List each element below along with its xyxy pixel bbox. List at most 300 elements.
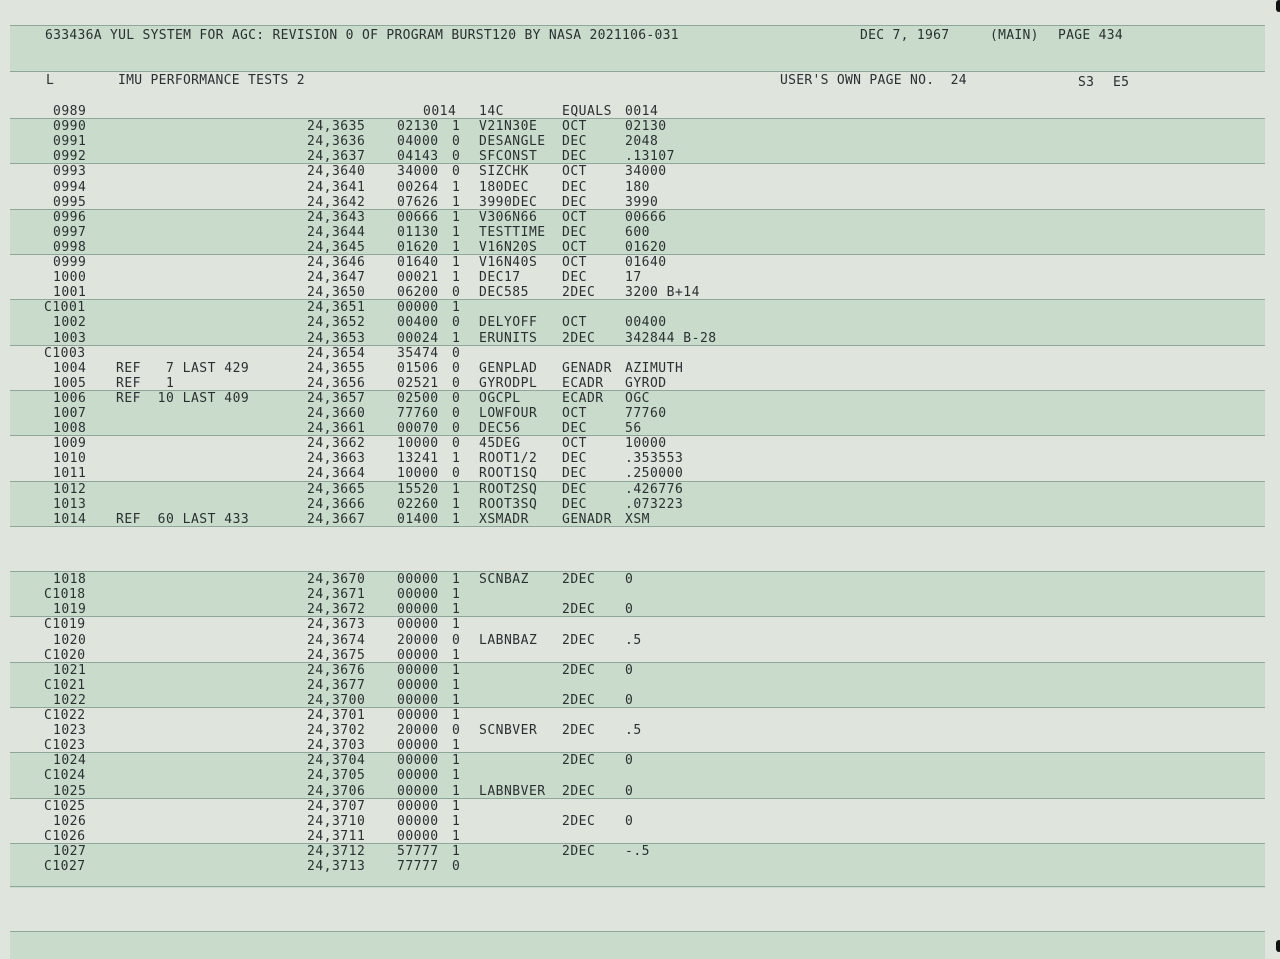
- operand: 0: [625, 572, 634, 588]
- listing-row: [0, 542, 1280, 557]
- symbol-label: SIZCHK: [479, 164, 529, 180]
- operand: 00400: [625, 315, 667, 331]
- line-number: 1021: [53, 662, 87, 678]
- operator: OCT: [562, 209, 587, 225]
- octal-value: 00000: [397, 677, 439, 693]
- listing-row: [0, 300, 1280, 315]
- symbol-label: DEC56: [479, 421, 521, 437]
- operand: .13107: [625, 149, 675, 165]
- parity-flag: 0: [452, 285, 461, 301]
- listing-row: [0, 648, 1280, 663]
- address: 24,3652: [307, 315, 366, 331]
- address: 24,3675: [307, 647, 366, 663]
- octal-value: 0014: [423, 104, 457, 119]
- line-number: C1021: [44, 677, 86, 693]
- operand: 3990: [625, 194, 659, 210]
- operator: DEC: [562, 224, 587, 240]
- operator: OCT: [562, 406, 587, 421]
- octal-value: 77760: [397, 406, 439, 421]
- address: 24,3653: [307, 330, 366, 346]
- parity-flag: 1: [452, 753, 461, 769]
- symbol-label: DESANGLE: [479, 134, 546, 150]
- operator: OCT: [562, 119, 587, 135]
- line-number: 1014: [53, 511, 87, 527]
- listing-row: [0, 738, 1280, 753]
- operator: GENADR: [562, 360, 612, 376]
- operand: -.5: [625, 843, 650, 859]
- listing-row: [0, 602, 1280, 617]
- listing-row: [0, 512, 1280, 527]
- listing-row: [0, 784, 1280, 799]
- address: 24,3711: [307, 828, 366, 844]
- octal-value: 04143: [397, 149, 439, 165]
- listing-row: [0, 799, 1280, 814]
- parity-flag: 1: [452, 511, 461, 527]
- listing-row: [0, 663, 1280, 678]
- line-number: 0989: [53, 104, 87, 119]
- line-number: C1023: [44, 738, 86, 754]
- line-number: 1011: [53, 466, 87, 482]
- octal-value: 00024: [397, 330, 439, 346]
- operator: 2DEC: [562, 602, 596, 618]
- octal-value: 35474: [397, 345, 439, 361]
- listing-row: [0, 829, 1280, 844]
- listing-row: [0, 466, 1280, 481]
- symbol-label: ROOT2SQ: [479, 481, 538, 497]
- address: 24,3643: [307, 209, 366, 225]
- octal-value: 10000: [397, 466, 439, 482]
- parity-flag: 0: [452, 345, 461, 361]
- line-number: 1020: [53, 632, 87, 648]
- address: 24,3670: [307, 572, 366, 588]
- address: 24,3663: [307, 451, 366, 467]
- header-top-rule: [10, 25, 1265, 26]
- parity-flag: 1: [452, 798, 461, 814]
- octal-value: 00021: [397, 270, 439, 286]
- address: 24,3641: [307, 179, 366, 195]
- operand: .426776: [625, 481, 684, 497]
- symbol-label: LABNBAZ: [479, 632, 538, 648]
- parity-flag: 1: [452, 662, 461, 678]
- octal-value: 00000: [397, 647, 439, 663]
- parity-flag: 1: [452, 738, 461, 754]
- listing-row: [0, 195, 1280, 210]
- operator: 2DEC: [562, 632, 596, 648]
- edge-hole-top: [1276, 0, 1280, 12]
- operand: 01620: [625, 239, 667, 255]
- parity-flag: 0: [452, 421, 461, 437]
- octal-value: 00000: [397, 602, 439, 618]
- line-number: 1004: [53, 360, 87, 376]
- listing-row: [0, 149, 1280, 164]
- bottom-rule-1: [10, 886, 1265, 887]
- octal-value: 00000: [397, 587, 439, 603]
- address: 24,3644: [307, 224, 366, 240]
- parity-flag: 0: [452, 632, 461, 648]
- address: 24,3710: [307, 813, 366, 829]
- listing-row: [0, 617, 1280, 632]
- ref-note: REF 60 LAST 433: [116, 511, 250, 527]
- listing-row: [0, 421, 1280, 436]
- listing-row: [0, 361, 1280, 376]
- line-number: 1025: [53, 783, 87, 799]
- octal-value: 00000: [397, 783, 439, 799]
- line-number: 0995: [53, 194, 87, 210]
- operator: 2DEC: [562, 723, 596, 739]
- address: 24,3704: [307, 753, 366, 769]
- section-title: IMU PERFORMANCE TESTS 2: [118, 73, 305, 88]
- octal-value: 00000: [397, 768, 439, 784]
- ref-note: REF 10 LAST 409: [116, 390, 250, 406]
- operand: 00666: [625, 209, 667, 225]
- operator: ECADR: [562, 390, 604, 406]
- listing-row: [0, 210, 1280, 225]
- parity-flag: 1: [452, 602, 461, 618]
- line-number: 1008: [53, 421, 87, 437]
- line-number: 1018: [53, 572, 87, 588]
- address: 24,3713: [307, 859, 366, 874]
- operator: 2DEC: [562, 753, 596, 769]
- line-number: 0994: [53, 179, 87, 195]
- header-bottom-rule: [10, 71, 1265, 72]
- operand: 342844 B-28: [625, 330, 717, 346]
- octal-value: 00000: [397, 753, 439, 769]
- operator: OCT: [562, 164, 587, 180]
- listing-row: [0, 391, 1280, 406]
- address: 24,3662: [307, 436, 366, 452]
- line-number: C1003: [44, 345, 86, 361]
- parity-flag: 1: [452, 677, 461, 693]
- parity-flag: 1: [452, 481, 461, 497]
- ref-note: REF 1: [116, 375, 175, 391]
- listing-row: [0, 814, 1280, 829]
- operator: 2DEC: [562, 330, 596, 346]
- octal-value: 00000: [397, 617, 439, 633]
- address: 24,3665: [307, 481, 366, 497]
- listing-row: [0, 331, 1280, 346]
- operator: 2DEC: [562, 662, 596, 678]
- header-page-number: PAGE 434: [1058, 28, 1124, 43]
- address: 24,3636: [307, 134, 366, 150]
- parity-flag: 1: [452, 239, 461, 255]
- edge-hole-bottom: [1276, 940, 1280, 952]
- octal-value: 00000: [397, 692, 439, 708]
- address: 24,3646: [307, 255, 366, 270]
- listing-row: [0, 527, 1280, 542]
- parity-flag: 1: [452, 330, 461, 346]
- operand: 0: [625, 602, 634, 618]
- line-number: 0993: [53, 164, 87, 180]
- symbol-label: V306N66: [479, 209, 538, 225]
- line-number: C1026: [44, 828, 86, 844]
- address: 24,3664: [307, 466, 366, 482]
- listing-row: [0, 844, 1280, 859]
- parity-flag: 0: [452, 723, 461, 739]
- octal-value: 13241: [397, 451, 439, 467]
- line-number: 0997: [53, 224, 87, 240]
- listing-row: [0, 693, 1280, 708]
- line-number: 1019: [53, 602, 87, 618]
- line-number: 1022: [53, 692, 87, 708]
- octal-value: 02521: [397, 375, 439, 391]
- line-number: 0996: [53, 209, 87, 225]
- operand: 3200 B+14: [625, 285, 700, 301]
- listing-row: [0, 134, 1280, 149]
- operator: ECADR: [562, 375, 604, 391]
- operand: 02130: [625, 119, 667, 135]
- symbol-label: 3990DEC: [479, 194, 538, 210]
- address: 24,3677: [307, 677, 366, 693]
- symbol-label: DEC585: [479, 285, 529, 301]
- parity-flag: 1: [452, 179, 461, 195]
- address: 24,3672: [307, 602, 366, 618]
- operand: 56: [625, 421, 642, 437]
- octal-value: 01620: [397, 239, 439, 255]
- listing-row: [0, 497, 1280, 512]
- listing-row: [0, 285, 1280, 300]
- address: 24,3637: [307, 149, 366, 165]
- operand: 34000: [625, 164, 667, 180]
- address: 24,3706: [307, 783, 366, 799]
- line-number: 1026: [53, 813, 87, 829]
- operand: 17: [625, 270, 642, 286]
- address: 24,3676: [307, 662, 366, 678]
- octal-value: 00000: [397, 828, 439, 844]
- line-number: 0991: [53, 134, 87, 150]
- operator: DEC: [562, 134, 587, 150]
- line-number: 1002: [53, 315, 87, 331]
- address: 24,3655: [307, 360, 366, 376]
- line-number: 1009: [53, 436, 87, 452]
- symbol-label: LOWFOUR: [479, 406, 538, 421]
- parity-flag: 1: [452, 768, 461, 784]
- octal-value: 07626: [397, 194, 439, 210]
- operand: 10000: [625, 436, 667, 452]
- listing-row: [0, 768, 1280, 783]
- line-number: C1025: [44, 798, 86, 814]
- address: 24,3667: [307, 511, 366, 527]
- parity-flag: 1: [452, 587, 461, 603]
- listing-row: [0, 104, 1280, 119]
- line-number: 1005: [53, 375, 87, 391]
- operator: DEC: [562, 451, 587, 467]
- octal-value: 77777: [397, 859, 439, 874]
- operator: 2DEC: [562, 783, 596, 799]
- line-number: 0999: [53, 255, 87, 270]
- address: 24,3666: [307, 496, 366, 512]
- octal-value: 00000: [397, 798, 439, 814]
- address: 24,3700: [307, 692, 366, 708]
- parity-flag: 1: [452, 692, 461, 708]
- address: 24,3650: [307, 285, 366, 301]
- parity-flag: 1: [452, 708, 461, 723]
- line-number: C1019: [44, 617, 86, 633]
- octal-value: 15520: [397, 481, 439, 497]
- listing-row: [0, 406, 1280, 421]
- octal-value: 02260: [397, 496, 439, 512]
- address: 24,3647: [307, 270, 366, 286]
- address: 24,3705: [307, 768, 366, 784]
- symbol-label: V16N40S: [479, 255, 538, 270]
- octal-value: 00070: [397, 421, 439, 437]
- address: 24,3651: [307, 300, 366, 316]
- symbol-label: 14C: [479, 104, 504, 119]
- symbol-label: DELYOFF: [479, 315, 538, 331]
- address: 24,3661: [307, 421, 366, 437]
- bottom-rule-2: [10, 931, 1265, 932]
- operand: 0: [625, 692, 634, 708]
- operand: AZIMUTH: [625, 360, 684, 376]
- line-number: C1001: [44, 300, 86, 316]
- listing-row: [0, 436, 1280, 451]
- operator: DEC: [562, 481, 587, 497]
- parity-flag: 1: [452, 194, 461, 210]
- symbol-label: V21N30E: [479, 119, 538, 135]
- operand: .073223: [625, 496, 684, 512]
- parity-flag: 1: [452, 209, 461, 225]
- address: 24,3673: [307, 617, 366, 633]
- address: 24,3656: [307, 375, 366, 391]
- parity-flag: 0: [452, 859, 461, 874]
- symbol-label: ERUNITS: [479, 330, 538, 346]
- operator: DEC: [562, 270, 587, 286]
- operand: 0014: [625, 104, 659, 119]
- operand: .353553: [625, 451, 684, 467]
- operator: DEC: [562, 421, 587, 437]
- parity-flag: 0: [452, 315, 461, 331]
- header-program-line: 633436A YUL SYSTEM FOR AGC: REVISION 0 OF PROGRAM BURST120 BY NASA 2021106-031: [45, 28, 679, 43]
- operator: OCT: [562, 436, 587, 452]
- operator: 2DEC: [562, 285, 596, 301]
- parity-flag: 0: [452, 134, 461, 150]
- e5-marker: E5: [1113, 75, 1130, 90]
- line-number: 0992: [53, 149, 87, 165]
- address: 24,3702: [307, 723, 366, 739]
- ref-note: REF 7 LAST 429: [116, 360, 250, 376]
- header-date: DEC 7, 1967: [860, 28, 950, 43]
- octal-value: 00000: [397, 572, 439, 588]
- octal-value: 00264: [397, 179, 439, 195]
- octal-value: 04000: [397, 134, 439, 150]
- address: 24,3701: [307, 708, 366, 723]
- symbol-label: DEC17: [479, 270, 521, 286]
- listing-row: [0, 255, 1280, 270]
- symbol-label: OGCPL: [479, 390, 521, 406]
- operator: DEC: [562, 496, 587, 512]
- octal-value: 02500: [397, 390, 439, 406]
- operator: DEC: [562, 194, 587, 210]
- octal-value: 00000: [397, 708, 439, 723]
- listing-row: [0, 270, 1280, 285]
- octal-value: 01506: [397, 360, 439, 376]
- line-number: 1023: [53, 723, 87, 739]
- address: 24,3712: [307, 843, 366, 859]
- parity-flag: 0: [452, 466, 461, 482]
- address: 24,3635: [307, 119, 366, 135]
- listing-row: [0, 315, 1280, 330]
- parity-flag: 0: [452, 436, 461, 452]
- listing-row: [0, 587, 1280, 602]
- line-number: C1024: [44, 768, 86, 784]
- operator: 2DEC: [562, 572, 596, 588]
- octal-value: 00000: [397, 662, 439, 678]
- operand: 0: [625, 662, 634, 678]
- line-number: 1013: [53, 496, 87, 512]
- address: 24,3671: [307, 587, 366, 603]
- parity-flag: 1: [452, 300, 461, 316]
- operator: OCT: [562, 239, 587, 255]
- operand: 0: [625, 753, 634, 769]
- line-number: 1024: [53, 753, 87, 769]
- octal-value: 20000: [397, 632, 439, 648]
- listing-row: [0, 376, 1280, 391]
- parity-flag: 0: [452, 164, 461, 180]
- octal-value: 10000: [397, 436, 439, 452]
- operator: GENADR: [562, 511, 612, 527]
- octal-value: 57777: [397, 843, 439, 859]
- listing-row: [0, 557, 1280, 572]
- operator: EQUALS: [562, 104, 612, 119]
- footer-band: [10, 931, 1265, 959]
- address: 24,3707: [307, 798, 366, 814]
- operand: .5: [625, 632, 642, 648]
- listing-row: [0, 240, 1280, 255]
- s3-marker: S3: [1078, 75, 1095, 90]
- octal-value: 00400: [397, 315, 439, 331]
- line-number: C1020: [44, 647, 86, 663]
- parity-flag: 1: [452, 828, 461, 844]
- listing-row: [0, 451, 1280, 466]
- octal-value: 01130: [397, 224, 439, 240]
- symbol-label: V16N20S: [479, 239, 538, 255]
- symbol-label: SCNBVER: [479, 723, 538, 739]
- symbol-label: 45DEG: [479, 436, 521, 452]
- operand: 600: [625, 224, 650, 240]
- parity-flag: 1: [452, 843, 461, 859]
- parity-flag: 1: [452, 224, 461, 240]
- octal-value: 00000: [397, 738, 439, 754]
- parity-flag: 0: [452, 360, 461, 376]
- line-number: C1022: [44, 708, 86, 723]
- listing-row: [0, 633, 1280, 648]
- operator: DEC: [562, 179, 587, 195]
- octal-value: 34000: [397, 164, 439, 180]
- parity-flag: 1: [452, 496, 461, 512]
- operand: 01640: [625, 255, 667, 270]
- address: 24,3657: [307, 390, 366, 406]
- octal-value: 01400: [397, 511, 439, 527]
- operand: 0: [625, 813, 634, 829]
- parity-flag: 0: [452, 406, 461, 421]
- line-number: 1006: [53, 390, 87, 406]
- parity-flag: 0: [452, 375, 461, 391]
- line-number: C1027: [44, 859, 86, 874]
- operator: DEC: [562, 149, 587, 165]
- listing-row: [0, 180, 1280, 195]
- operand: .5: [625, 723, 642, 739]
- address: 24,3645: [307, 239, 366, 255]
- operand: 2048: [625, 134, 659, 150]
- line-number: 1012: [53, 481, 87, 497]
- symbol-label: XSMADR: [479, 511, 529, 527]
- parity-flag: 1: [452, 647, 461, 663]
- line-number: 1001: [53, 285, 87, 301]
- address: 24,3654: [307, 345, 366, 361]
- parity-flag: 1: [452, 451, 461, 467]
- symbol-label: LABNBVER: [479, 783, 546, 799]
- octal-value: 02130: [397, 119, 439, 135]
- listing-row: [0, 678, 1280, 693]
